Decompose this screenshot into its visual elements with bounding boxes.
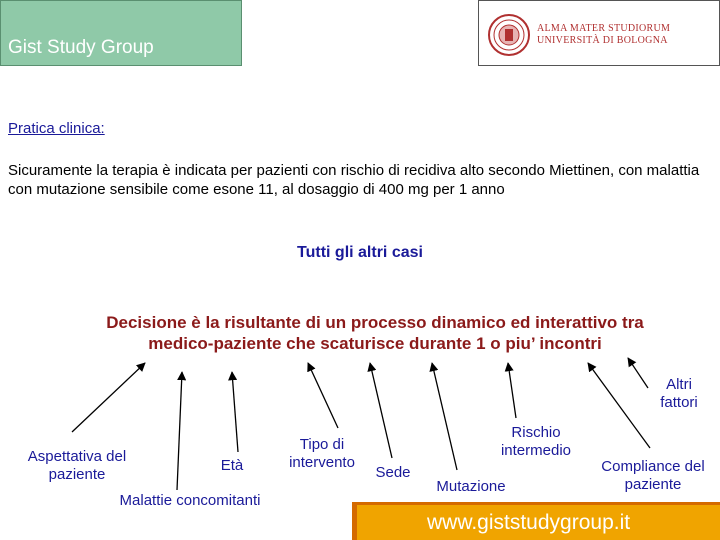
arrow-tipo (308, 363, 338, 428)
group-title: Gist Study Group (8, 37, 154, 58)
factor-compliance-line2: paziente (624, 476, 682, 493)
section-title: Pratica clinica: (8, 120, 105, 137)
arrow-malattie (177, 372, 182, 490)
arrow-eta (232, 372, 238, 452)
factor-aspettativa (12, 448, 142, 484)
factor-altri-line2: fattori (660, 394, 698, 411)
body-paragraph: Sicuramente la terapia è indicata per pazienti con rischio di recidiva alto secondo Miettinen, con malattia con mutazione sensibile come esone 11, al dosaggio di 400 mg per 1 anno (8, 162, 700, 198)
factor-mutazione: Mutazione (436, 478, 506, 495)
factor-sede: Sede (375, 464, 411, 481)
university-name-line1: ALMA MATER STUDIORUM (537, 23, 671, 34)
factor-aspettativa-line2: paziente (48, 466, 106, 483)
footer-website-link[interactable]: www.giststudygroup.it (427, 511, 631, 534)
arrow-aspettativa (72, 363, 145, 432)
factor-rischio-line2: intermedio (500, 442, 572, 459)
factor-rischio-intermedio (488, 424, 584, 460)
decision-line-2: medico-paziente che scaturisce durante 1 o piu’ incontri (148, 334, 602, 353)
factor-compliance-line1: Compliance del (601, 458, 705, 475)
arrow-mutazione (432, 363, 457, 470)
factor-altri-fattori (646, 376, 712, 412)
factor-rischio-line1: Rischio (511, 424, 561, 441)
arrow-altri (628, 358, 648, 388)
arrow-sede (370, 363, 392, 458)
arrow-compliance (588, 363, 650, 448)
factor-altri-line1: Altri (666, 376, 692, 393)
factor-compliance (588, 458, 718, 494)
factor-tipo-intervento (274, 436, 370, 472)
factor-aspettativa-line1: Aspettativa del (27, 448, 127, 465)
university-name-line2: UNIVERSITÀ DI BOLOGNA (537, 35, 668, 46)
factor-tipo-line2: intervento (289, 454, 355, 471)
arrow-rischio (508, 363, 516, 418)
decision-line-1: Decisione è la risultante di un processo dinamico ed interattivo tra (106, 313, 644, 332)
footer-banner (352, 502, 720, 540)
other-cases-heading: Tutti gli altri casi (297, 244, 423, 261)
factor-malattie: Malattie concomitanti (119, 492, 261, 509)
factor-tipo-line1: Tipo di (299, 436, 345, 453)
factor-eta: Età (220, 457, 244, 474)
